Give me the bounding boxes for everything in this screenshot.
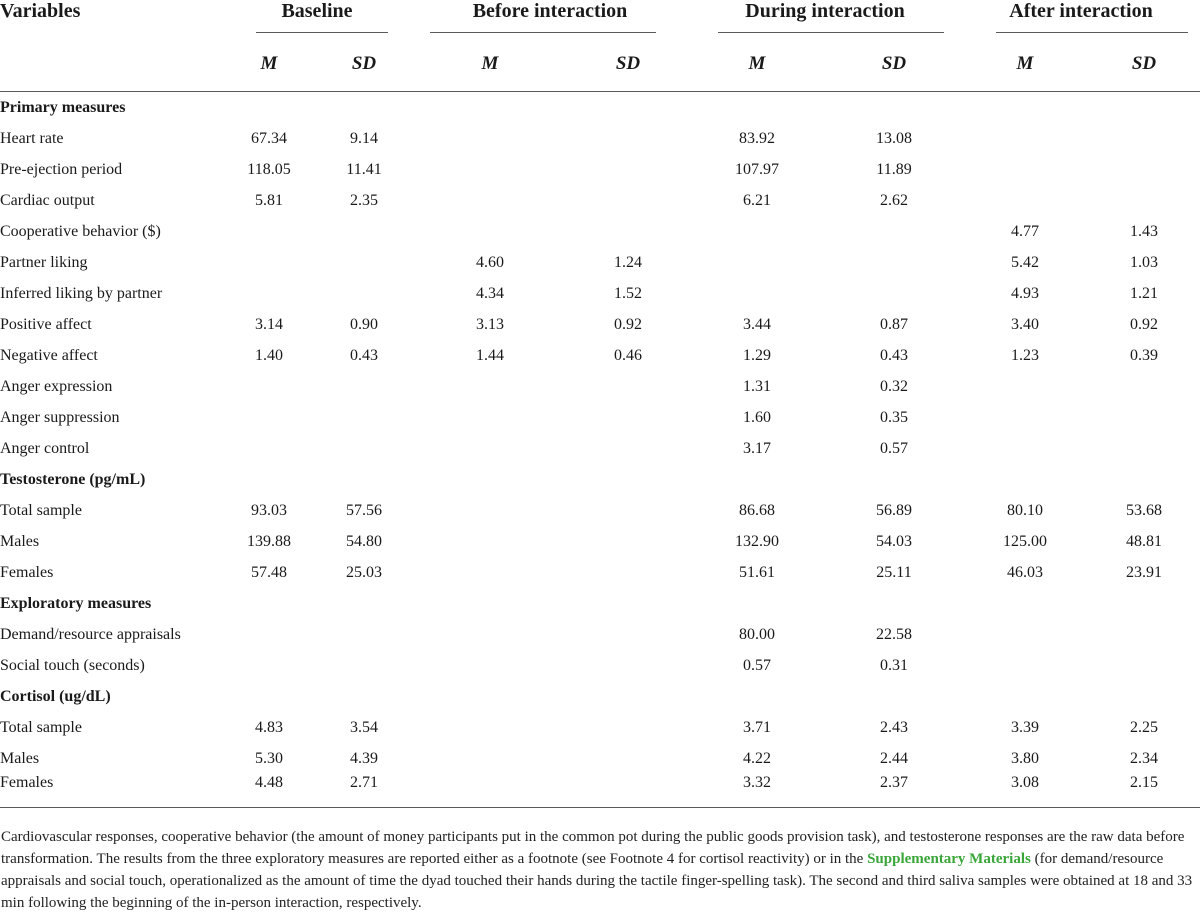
sd-cell: 56.89	[876, 501, 912, 519]
sd-cell	[826, 92, 962, 124]
sd-cell	[568, 526, 688, 557]
sd-cell: 22.58	[876, 625, 912, 643]
table-row	[0, 154, 1200, 185]
sd-cell	[1088, 92, 1200, 124]
mean-cell	[412, 774, 568, 808]
sd-cell	[1088, 588, 1200, 619]
mean-cell	[688, 588, 826, 619]
sd-cell	[1088, 433, 1200, 464]
sd-cell	[568, 154, 688, 185]
sd-cell	[316, 402, 412, 433]
mean-cell: 67.34	[251, 129, 287, 147]
sd-cell: 54.80	[346, 532, 382, 550]
sd-cell: 0.31	[880, 656, 908, 674]
table-row	[0, 650, 1200, 681]
mean-cell	[688, 464, 826, 495]
mean-cell: 6.21	[743, 191, 771, 209]
mean-cell: 5.81	[255, 191, 283, 209]
row-label: Females	[0, 774, 222, 808]
mean-cell	[962, 650, 1088, 681]
mean-cell	[412, 185, 568, 216]
mean-cell: 83.92	[739, 129, 775, 147]
mean-cell	[962, 433, 1088, 464]
sd-cell: 2.43	[880, 718, 908, 736]
sd-cell	[568, 681, 688, 712]
mean-cell	[222, 92, 316, 124]
mean-cell: 4.22	[743, 749, 771, 767]
sd-cell	[568, 433, 688, 464]
mean-cell	[222, 216, 316, 247]
mean-cell	[412, 495, 568, 526]
mean-cell	[412, 216, 568, 247]
sd-cell	[568, 588, 688, 619]
sd-cell: 2.62	[880, 191, 908, 209]
mean-cell: 1.60	[743, 408, 771, 426]
mean-cell	[962, 185, 1088, 216]
sd-cell	[316, 247, 412, 278]
mean-cell	[688, 216, 826, 247]
mean-cell: 3.14	[255, 315, 283, 333]
row-label: Total sample	[0, 501, 82, 519]
sd-cell	[826, 588, 962, 619]
mean-cell	[222, 681, 316, 712]
sd-cell: 2.37	[826, 774, 962, 808]
mean-cell: 3.17	[743, 439, 771, 457]
group-header-after: After interaction	[1009, 0, 1153, 22]
sd-cell	[568, 123, 688, 154]
mean-cell: 3.80	[1011, 749, 1039, 767]
sd-cell: 0.35	[880, 408, 908, 426]
sd-cell: 0.87	[880, 315, 908, 333]
row-label: Cooperative behavior ($)	[0, 222, 161, 240]
mean-cell: 0.57	[743, 656, 771, 674]
group-underline-during	[688, 28, 962, 36]
mean-cell	[412, 619, 568, 650]
group-header-before: Before interaction	[472, 0, 628, 22]
mean-cell	[962, 402, 1088, 433]
mean-cell: 1.29	[743, 346, 771, 364]
group-header-during: During interaction	[745, 0, 905, 22]
sd-cell: 2.71	[316, 774, 412, 808]
sub-header-m: M	[688, 36, 826, 92]
mean-cell: 1.31	[743, 377, 771, 395]
sd-cell	[568, 650, 688, 681]
mean-cell	[412, 464, 568, 495]
mean-cell: 4.60	[476, 253, 504, 271]
mean-cell: 3.44	[743, 315, 771, 333]
mean-cell: 86.68	[739, 501, 775, 519]
sd-cell	[568, 402, 688, 433]
sd-cell	[316, 371, 412, 402]
table-row	[0, 185, 1200, 216]
mean-cell	[222, 650, 316, 681]
mean-cell	[412, 154, 568, 185]
sd-cell	[568, 557, 688, 588]
sd-cell	[568, 92, 688, 124]
mean-cell	[412, 712, 568, 743]
mean-cell	[222, 402, 316, 433]
mean-cell: 51.61	[739, 563, 775, 581]
mean-cell	[412, 557, 568, 588]
row-label: Cardiac output	[0, 191, 95, 209]
group-underline-after	[962, 28, 1200, 36]
mean-cell: 118.05	[247, 160, 291, 178]
mean-cell	[222, 433, 316, 464]
table-row	[0, 371, 1200, 402]
mean-cell: 3.08	[962, 774, 1088, 808]
mean-cell	[688, 278, 826, 309]
mean-cell	[412, 123, 568, 154]
sd-cell: 2.34	[1130, 749, 1158, 767]
mean-cell: 3.13	[476, 315, 504, 333]
section-header-row	[0, 92, 1200, 124]
mean-cell	[688, 92, 826, 124]
sd-cell	[1088, 650, 1200, 681]
sd-cell: 53.68	[1126, 501, 1162, 519]
mean-cell: 125.00	[1003, 532, 1047, 550]
mean-cell: 4.34	[476, 284, 504, 302]
table-row	[0, 278, 1200, 309]
sub-header-m: M	[412, 36, 568, 92]
sub-header-spacer	[0, 36, 222, 92]
sd-cell: 25.11	[876, 563, 912, 581]
mean-cell	[222, 588, 316, 619]
group-underline-before	[412, 28, 688, 36]
mean-cell: 1.23	[1011, 346, 1039, 364]
mean-cell	[412, 433, 568, 464]
sd-cell: 0.32	[880, 377, 908, 395]
row-label: Anger suppression	[0, 408, 120, 426]
table-row	[0, 433, 1200, 464]
sd-cell	[1088, 371, 1200, 402]
sd-cell	[316, 92, 412, 124]
table-row	[0, 247, 1200, 278]
sd-cell	[316, 588, 412, 619]
note-text-end: (for demand/resource appraisals and social touch, operationalized as the amount of time the dyad touched their hands during the tactile finger-spelling task). The second and third saliva samples were obtained at 18 and 33 min following the beginning of the in-person interaction, respectively.	[1, 851, 1193, 911]
sd-cell	[1088, 185, 1200, 216]
sd-cell	[316, 681, 412, 712]
sd-cell: 0.39	[1130, 346, 1158, 364]
sd-cell	[316, 433, 412, 464]
mean-cell: 5.42	[1011, 253, 1039, 271]
row-label: Males	[0, 532, 40, 550]
sd-cell: 4.39	[350, 749, 378, 767]
mean-cell	[222, 371, 316, 402]
sd-cell: 57.56	[346, 501, 382, 519]
row-label: Males	[0, 749, 40, 767]
row-label: Social touch (seconds)	[0, 656, 145, 674]
mean-cell	[222, 247, 316, 278]
sd-cell: 3.54	[350, 718, 378, 736]
sd-cell	[568, 185, 688, 216]
sd-cell: 2.35	[350, 191, 378, 209]
mean-cell	[688, 247, 826, 278]
sd-cell	[1088, 123, 1200, 154]
table-row	[0, 216, 1200, 247]
mean-cell: 5.30	[255, 749, 283, 767]
row-label: Partner liking	[0, 253, 88, 271]
mean-cell: 93.03	[251, 501, 287, 519]
sd-cell	[1088, 619, 1200, 650]
mean-cell: 4.48	[222, 774, 316, 808]
mean-cell	[962, 371, 1088, 402]
row-label: Negative affect	[0, 346, 98, 364]
sd-cell: 2.44	[880, 749, 908, 767]
sd-cell: 0.46	[614, 346, 642, 364]
sd-cell	[568, 495, 688, 526]
sd-cell	[316, 278, 412, 309]
sd-cell: 2.25	[1130, 718, 1158, 736]
sd-cell	[826, 216, 962, 247]
sd-cell: 11.89	[876, 160, 912, 178]
sd-cell	[568, 464, 688, 495]
table-row	[0, 340, 1200, 371]
mean-cell	[412, 526, 568, 557]
section-label: Cortisol (ug/dL)	[0, 687, 111, 705]
group-underline-baseline	[222, 28, 412, 36]
sd-cell: 0.43	[350, 346, 378, 364]
mean-cell	[412, 371, 568, 402]
sub-header-sd: SD	[316, 36, 412, 92]
mean-cell	[962, 123, 1088, 154]
mean-cell	[412, 650, 568, 681]
mean-cell	[962, 619, 1088, 650]
sd-cell: 1.21	[1130, 284, 1158, 302]
sub-header-m: M	[962, 36, 1088, 92]
sd-cell: 1.43	[1130, 222, 1158, 240]
mean-cell: 107.97	[735, 160, 779, 178]
mean-cell: 3.32	[688, 774, 826, 808]
sd-cell: 1.24	[614, 253, 642, 271]
supplementary-materials-link[interactable]: Supplementary Materials	[867, 851, 1031, 867]
sub-header-sd: SD	[1088, 36, 1200, 92]
sd-cell: 0.90	[350, 315, 378, 333]
sd-cell	[316, 464, 412, 495]
sd-cell: 0.43	[880, 346, 908, 364]
sd-cell: 0.57	[880, 439, 908, 457]
sub-header-sd: SD	[826, 36, 962, 92]
section-label: Testosterone (pg/mL)	[0, 470, 146, 488]
mean-cell: 80.10	[1007, 501, 1043, 519]
sd-cell	[1088, 681, 1200, 712]
table-body	[0, 92, 1200, 808]
note-text-start: Cardiovascular responses, cooperative behavior (the amount of money participants put in the common pot during the public goods provision task), and testosterone responses are the raw data before transformation. The results from the three exploratory measures are reported either as a footnote (see Footnote 4 for cortisol reactivity) or in the	[1, 829, 1185, 867]
sd-cell	[1088, 402, 1200, 433]
mean-cell: 4.93	[1011, 284, 1039, 302]
row-label: Anger control	[0, 439, 90, 457]
table-row	[0, 402, 1200, 433]
mean-cell	[962, 464, 1088, 495]
table-row	[0, 123, 1200, 154]
mean-cell: 139.88	[247, 532, 291, 550]
mean-cell	[222, 619, 316, 650]
sd-cell	[826, 681, 962, 712]
sd-cell: 48.81	[1126, 532, 1162, 550]
mean-cell: 46.03	[1007, 563, 1043, 581]
mean-cell: 4.77	[1011, 222, 1039, 240]
mean-cell	[412, 588, 568, 619]
mean-cell: 3.39	[1011, 718, 1039, 736]
sd-cell	[568, 712, 688, 743]
sd-cell	[568, 371, 688, 402]
sd-cell	[316, 619, 412, 650]
section-header-row	[0, 588, 1200, 619]
mean-cell	[688, 681, 826, 712]
mean-cell	[962, 92, 1088, 124]
mean-cell: 3.71	[743, 718, 771, 736]
sd-cell	[826, 464, 962, 495]
mean-cell: 3.40	[1011, 315, 1039, 333]
table-note	[1, 826, 1197, 914]
mean-cell	[412, 681, 568, 712]
row-label: Anger expression	[0, 377, 113, 395]
mean-cell: 132.90	[735, 532, 779, 550]
sub-header-m: M	[222, 36, 316, 92]
mean-cell: 4.83	[255, 718, 283, 736]
sd-cell: 2.15	[1088, 774, 1200, 808]
table-row	[0, 526, 1200, 557]
section-label: Exploratory measures	[0, 594, 152, 612]
table-row	[0, 495, 1200, 526]
sd-cell	[316, 650, 412, 681]
mean-cell	[962, 154, 1088, 185]
row-label: Positive affect	[0, 315, 92, 333]
sd-cell: 25.03	[346, 563, 382, 581]
sd-cell	[568, 774, 688, 808]
sd-cell	[568, 619, 688, 650]
mean-cell	[962, 588, 1088, 619]
sd-cell: 0.92	[1130, 315, 1158, 333]
group-header-baseline: Baseline	[281, 0, 353, 22]
sd-cell	[568, 743, 688, 774]
sd-cell: 13.08	[876, 129, 912, 147]
row-label: Total sample	[0, 718, 82, 736]
mean-cell	[412, 402, 568, 433]
table-row	[0, 309, 1200, 340]
variables-header: Variables	[0, 0, 81, 22]
row-label: Pre-ejection period	[0, 160, 123, 178]
section-header-row	[0, 681, 1200, 712]
sd-cell	[826, 247, 962, 278]
table-row	[0, 743, 1200, 774]
mean-cell	[412, 743, 568, 774]
mean-cell	[412, 92, 568, 124]
sd-cell: 11.41	[346, 160, 382, 178]
section-header-row	[0, 464, 1200, 495]
mean-cell	[222, 464, 316, 495]
mean-cell: 57.48	[251, 563, 287, 581]
row-label: Heart rate	[0, 129, 64, 147]
table-row	[0, 774, 1200, 808]
mean-cell: 1.44	[476, 346, 504, 364]
sd-cell	[568, 216, 688, 247]
sd-cell: 9.14	[350, 129, 378, 147]
mean-cell: 1.40	[255, 346, 283, 364]
mean-cell: 80.00	[739, 625, 775, 643]
section-label: Primary measures	[0, 98, 126, 116]
table-row	[0, 712, 1200, 743]
sd-cell: 23.91	[1126, 563, 1162, 581]
row-label: Females	[0, 563, 54, 581]
mean-cell	[222, 278, 316, 309]
sd-cell	[316, 216, 412, 247]
mean-cell	[962, 681, 1088, 712]
sub-header-sd: SD	[568, 36, 688, 92]
sd-cell	[1088, 154, 1200, 185]
sd-cell: 1.52	[614, 284, 642, 302]
sd-cell	[826, 278, 962, 309]
sd-cell	[1088, 464, 1200, 495]
table-row	[0, 619, 1200, 650]
table-row	[0, 557, 1200, 588]
row-label: Demand/resource appraisals	[0, 625, 181, 643]
sd-cell: 0.92	[614, 315, 642, 333]
sd-cell: 1.03	[1130, 253, 1158, 271]
sd-cell: 54.03	[876, 532, 912, 550]
row-label: Inferred liking by partner	[0, 284, 163, 302]
